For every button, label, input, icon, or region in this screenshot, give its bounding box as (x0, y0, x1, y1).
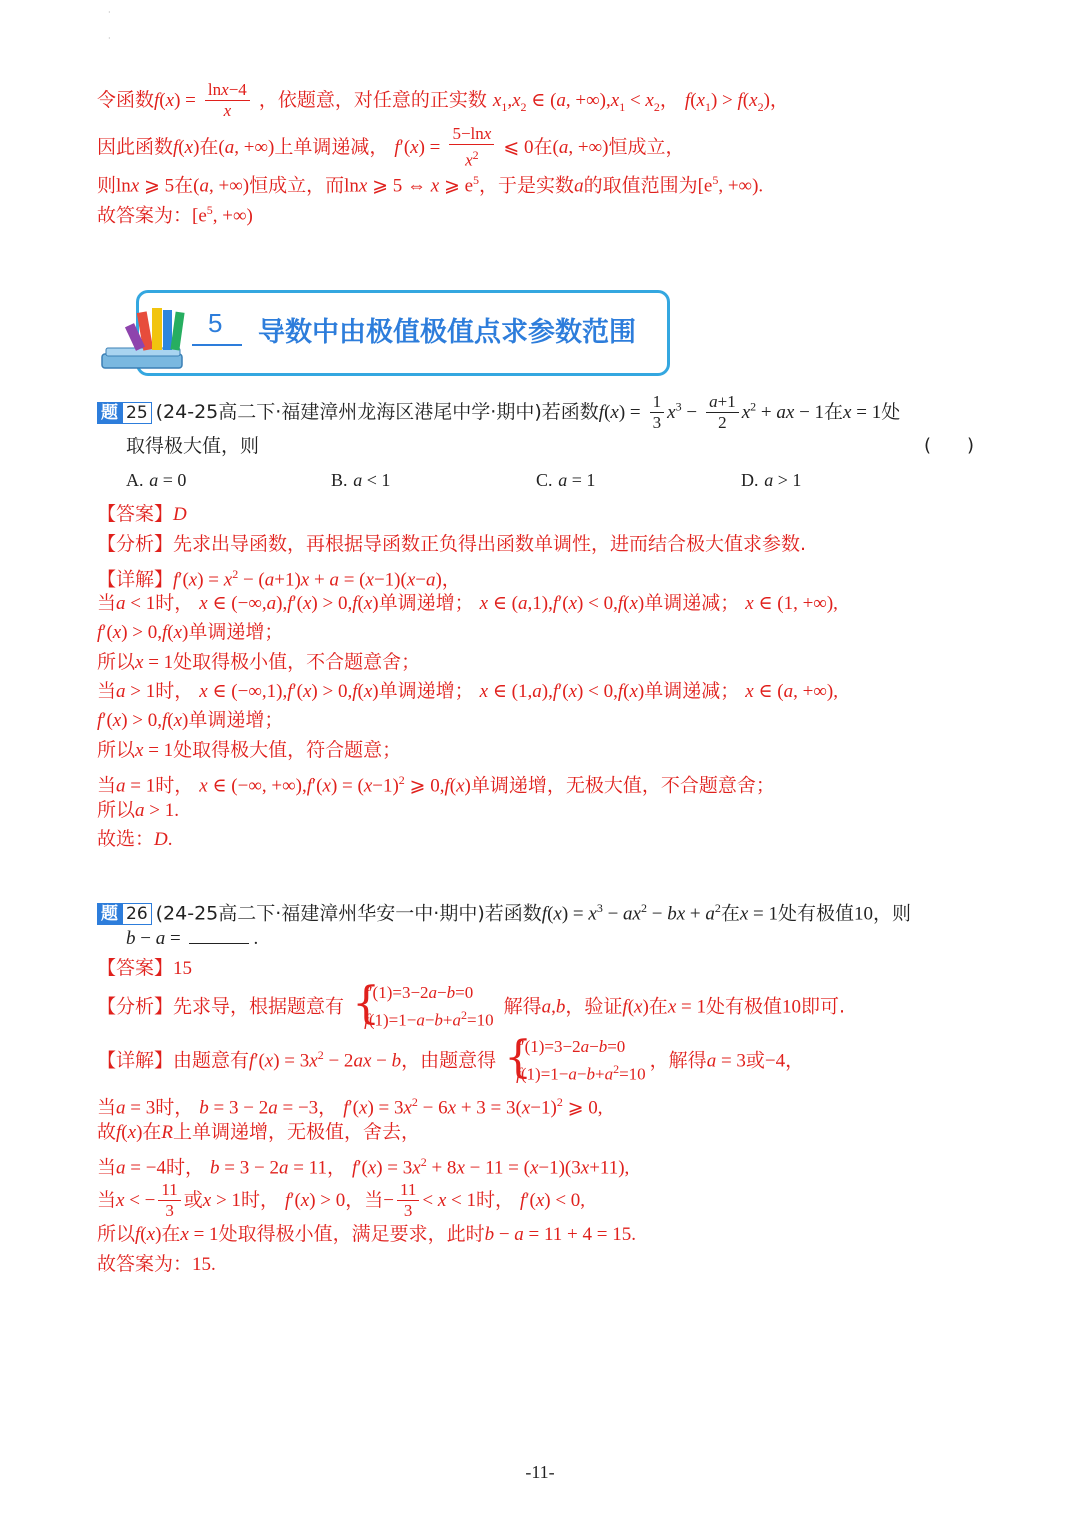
question-source: (24-25高二下·福建漳州华安一中·期中) (155, 902, 485, 925)
q25-detail-line-1: 【详解】$f'(x) = x^2 - (a+1)x + a = (x-1)(x-a)$， (97, 567, 461, 591)
q25-paren: ( ) (924, 435, 975, 456)
scan-mark: · (108, 8, 111, 17)
q26-detail-line-5: 当x < − $\frac{11}{3}$ 或x > 1时， f′(x) > 0，当− $\frac{11}{3}$ < x < 1时， f′(x) < 0, (97, 1180, 586, 1220)
q25-detail-line-8: 当a = 1时， x ∈ (−∞, $+\infty),f'(x) = (x-1)^2$ ⩾ 0,f(x)单调递增，无极大值，不合题意舍； (97, 773, 775, 797)
question-label: 题 (97, 903, 122, 925)
q25-detail-line-10: 故选：D. (97, 828, 173, 850)
q25-answer: 【答案】D (97, 503, 187, 525)
question-label: 题 (97, 402, 122, 424)
prev-solution-line-3: 则lnx ⩾ 5在(a, +∞)恒成立，而lnx ⩾ 5 ⇔ x ⩾ $e^5$，于是实数a的取值范围为[$e^5$, +∞). (97, 173, 764, 197)
q26-detail-line-3: 故f(x)在R上单调递增，无极值，舍去， (97, 1121, 421, 1143)
q25-detail-line-5: 当a > 1时， x ∈ (−∞,1),f′(x) > 0,f(x)单调递增； x ∈ (1,a),f′(x) < 0,f(x)单调递减； x ∈ (a, +∞), (97, 680, 838, 702)
q26-detail-line-1: 【详解】由题意有$f'(x) = 3x^2 - 2ax - b$，由题意得 { f′(1)=3−2a−b=0 $f(1)=1-a-b+a^2=10$ ，解得a = 3或−4， (97, 1036, 804, 1084)
q26-detail-line-7: 故答案为：15. (97, 1253, 216, 1275)
prev-solution-line-1: 令函数f(x) = $\frac{\ln x-4}{x}$ ，依题意，对任意的正实数 $x_1,x_2$ ∈ (a, $+\infty),x_1 < x_2$， $f(x_1) > f(x_2)$， (97, 80, 789, 120)
scan-mark: · (108, 34, 111, 43)
prev-solution-line-4: 故答案为：[$e^5$, +∞) (97, 203, 253, 227)
q26-detail-line-2: 当a = 3时， b = 3 − 2a = −3， $f'(x) = 3x^2 - 6x + 3 = 3(x-1)^2$ ⩾ 0, (97, 1095, 603, 1119)
q25-detail-line-6: f′(x) > 0,f(x)单调递增； (97, 709, 284, 731)
q26-analysis: 【分析】先求导，根据题意有 { f′(1)=3−2a−b=0 $f(1)=1-a-b+a^2=10$ 解得a,b，验证f(x)在x = 1处有极值10即可. (97, 982, 845, 1030)
section-number-underline (192, 344, 242, 346)
q25-stem-line-1: 题 25 (24-25高二下·福建漳州龙海区港尾中学·期中)若函数f(x) = $\frac{1}{3}$ $x^3$ − $\frac{a+1}{2}$ $x^2$ + ax − 1在x = 1处 (97, 392, 900, 433)
q26-detail-line-4: 当a = −4时， b = 3 − 2a = 11， $f'(x) = 3x^2 + 8x - 11 = (x-1)(3x+11)$, (97, 1155, 630, 1179)
q26-stem-line-2: b − a = . (126, 928, 259, 949)
question-number: 26 (122, 903, 152, 925)
q25-option-d[interactable]: D. a > 1 (741, 470, 802, 490)
q25-analysis: 【分析】先求出导函数，再根据导函数正负得出函数单调性，进而结合极大值求参数. (97, 533, 807, 555)
section-title: 导数中由极值极值点求参数范围 (258, 317, 636, 348)
q25-detail-line-2: 当a < 1时， x ∈ (−∞,a),f′(x) > 0,f(x)单调递增； x ∈ (a,1),f′(x) < 0,f(x)单调递减； x ∈ (1, +∞), (97, 592, 838, 614)
q25-option-b[interactable]: B. a < 1 (331, 470, 391, 490)
question-number: 25 (122, 402, 152, 424)
q25-option-a[interactable]: A. a = 0 (126, 470, 187, 490)
q26-detail-line-6: 所以f(x)在x = 1处取得极小值，满足要求，此时b − a = 11 + 4 = 15. (97, 1223, 636, 1245)
q25-detail-line-7: 所以x = 1处取得极大值，符合题意； (97, 739, 402, 761)
section-header (100, 288, 670, 378)
q25-detail-line-3: f′(x) > 0,f(x)单调递增； (97, 621, 284, 643)
books-icon (100, 298, 200, 378)
question-source: (24-25高二下·福建漳州龙海区港尾中学·期中) (155, 401, 542, 423)
prev-solution-line-2: 因此函数f(x)在(a, +∞)上单调递减， f′(x) = $\frac{5-\ln x}{x^2}$ ⩽ 0在(a, +∞)恒成立， (97, 124, 685, 170)
q26-stem-line-1: 题 26 (24-25高二下·福建漳州华安一中·期中)若函数$f(x) = x^3 - ax^2$ − bx + $a^2$在x = 1处有极值10，则 (97, 894, 911, 928)
q25-stem-line-2: 取得极大值，则 (126, 435, 260, 457)
q25-detail-line-9: 所以a > 1. (97, 799, 179, 821)
q25-option-c[interactable]: C. a = 1 (536, 470, 596, 490)
answer-blank[interactable] (189, 943, 249, 944)
page-number: -11- (525, 1462, 555, 1482)
section-number: 5 (208, 308, 223, 338)
q26-answer: 【答案】15 (97, 957, 193, 979)
q25-detail-line-4: 所以x = 1处取得极小值，不合题意舍； (97, 651, 421, 673)
